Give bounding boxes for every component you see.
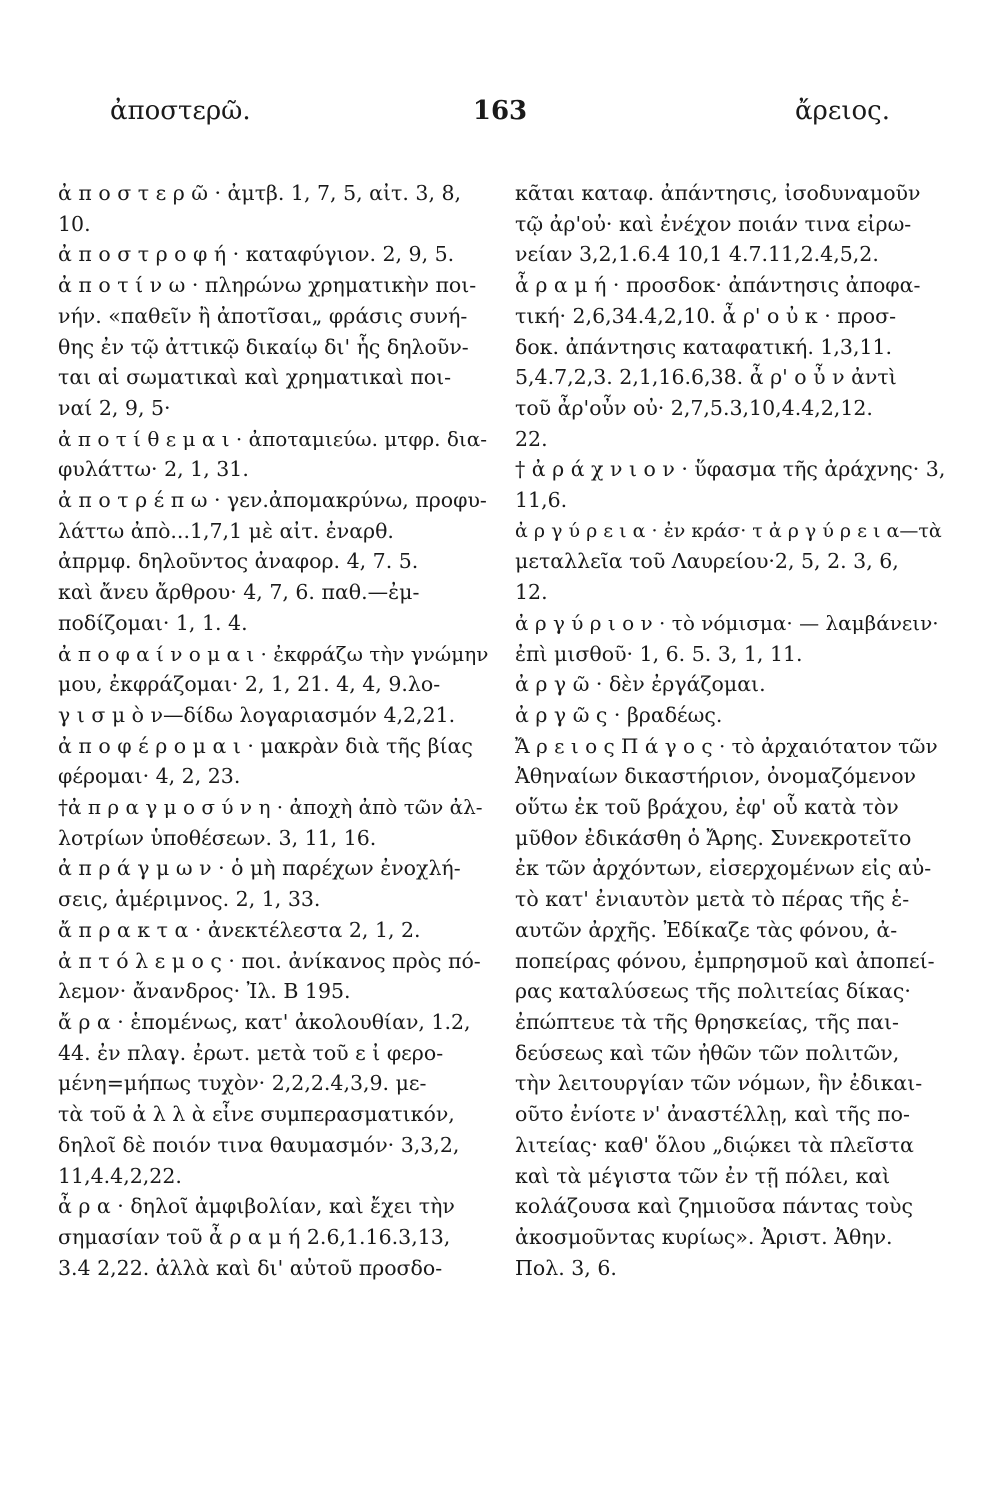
text-line: δεύσεως καὶ τῶν ἠθῶν τῶν πολιτῶν,	[515, 1040, 900, 1065]
text-line: κολάζουσα καὶ ζημιοῦσα πάντας τοὺς	[515, 1194, 913, 1219]
text-line: ἀπρμφ. δηλοῦντος ἀναφορ. 4, 7. 5.	[58, 549, 419, 574]
header-right-guideword: ἄρειος.	[795, 96, 890, 126]
text-line: Ἄ ρ ε ι ο ς Π ά γ ο ς · τὸ ἀρχαιότατον τῶν	[515, 733, 938, 758]
right-column	[515, 178, 947, 1283]
text-line: τὴν λειτουργίαν τῶν νόμων, ἣν ἐδικαι-	[515, 1071, 923, 1096]
text-line: τοῦ ἆρ'οὖν οὐ· 2,7,5.3,10,4.4,2,12.	[515, 395, 873, 420]
text-line: ἐπώπτευε τὰ τῆς θρησκείας, τῆς παι-	[515, 1009, 899, 1034]
text-line: αυτῶν ἀρχῆς. Ἐδίκαζε τὰς φόνου, ἀ-	[515, 917, 898, 942]
text-line: Πολ. 3, 6.	[515, 1255, 617, 1280]
text-line: 12.	[515, 580, 548, 605]
text-line: τὸ κατ' ἐνιαυτὸν μετὰ τὸ πέρας τῆς ἑ-	[515, 887, 910, 912]
text-line: σεις, ἀμέριμνος. 2, 1, 33.	[58, 887, 321, 912]
text-line: 11,6.	[515, 488, 568, 513]
text-line: νήν. «παθεῖν ἢ ἀποτῖσαι„ φράσις συνή-	[58, 303, 468, 328]
text-line: οὕτω ἐκ τοῦ βράχου, ἐφ' οὗ κατὰ τὸν	[515, 795, 899, 820]
text-line: ἐκ τῶν ἀρχόντων, εἰσερχομένων εἰς αὐ-	[515, 856, 932, 881]
text-line: ἀ π ο σ τ ρ ο φ ή · καταφύγιον. 2, 9, 5.	[58, 242, 455, 267]
text-line: 5,4.7,2,3. 2,1,16.6,38. ἆ ρ' ο ὖ ν ἀντὶ	[515, 365, 897, 390]
text-line: τῷ ἀρ'οὐ· καὶ ἐνέχον ποιάν τινα εἰρω-	[515, 211, 912, 236]
text-line: μου, ἐκφράζομαι· 2, 1, 21. 4, 4, 9.λο-	[58, 672, 441, 697]
text-line: ἀκοσμοῦντας κυρίως». Ἀριστ. Ἀθην.	[515, 1224, 893, 1249]
text-line: †ἀ π ρ α γ μ ο σ ύ ν η · ἀποχὴ ἀπὸ τῶν ἀλ-	[58, 795, 483, 820]
text-line: φέρομαι· 4, 2, 23.	[58, 764, 241, 789]
text-line: ποπείρας φόνου, ἐμπρησμοῦ καὶ ἀποπεί-	[515, 948, 935, 973]
page-header	[110, 96, 890, 136]
text-line: λεμον· ἄνανδρος· Ἰλ. Β 195.	[58, 979, 351, 1004]
text-line: 10.	[58, 211, 91, 236]
text-line: λάττω ἀπὸ...1,7,1 μὲ αἰτ. ἐναρθ.	[58, 518, 394, 543]
text-line: νείαν 3,2,1.6.4 10,1 4.7.11,2.4,5,2.	[515, 242, 879, 267]
text-line: ἀ π ρ ά γ μ ω ν · ὁ μὴ παρέχων ἐνοχλή-	[58, 856, 461, 881]
text-line: ποδίζομαι· 1, 1. 4.	[58, 610, 248, 635]
text-line: θης ἐν τῷ ἀττικῷ δικαίῳ δι' ἧς δηλοῦν-	[58, 334, 469, 359]
text-line: μένη=μήπως τυχὸν· 2,2,2.4,3,9. με-	[58, 1071, 427, 1096]
text-line: λοτρίων ὑποθέσεων. 3, 11, 16.	[58, 825, 377, 850]
text-line: 11,4.4,2,22.	[58, 1163, 182, 1188]
text-line: ἀ ρ γ ύ ρ ε ι α · ἐν κράσ· τ ἀ ρ γ ύ ρ ε ι α—τὰ	[515, 519, 942, 542]
text-line: ἀ π τ ό λ ε μ ο ς · ποι. ἀνίκανος πρὸς πό-	[58, 948, 481, 973]
text-line: μῦθον ἐδικάσθη ὁ Ἄρης. Συνεκροτεῖτο	[515, 825, 912, 850]
text-line: ἀ π ο φ έ ρ ο μ α ι · μακρὰν διὰ τῆς βίας	[58, 733, 473, 758]
text-line: δηλοῖ δὲ ποιόν τινα θαυμασμόν· 3,3,2,	[58, 1132, 460, 1157]
header-left-guideword: ἀποστερῶ.	[110, 96, 251, 126]
text-line: ναί 2, 9, 5·	[58, 395, 171, 420]
text-line: ἀ ρ γ ῶ ς · βραδέως.	[515, 702, 723, 727]
text-line: γ ι σ μ ὸ ν—δίδω λογαριασμόν 4,2,21.	[58, 702, 456, 727]
text-line: καὶ ἄνευ ἄρθρου· 4, 7, 6. παθ.—ἐμ-	[58, 580, 420, 605]
text-line: ἀ ρ γ ύ ρ ι ο ν · τὸ νόμισμα· — λαμβάνειν·	[515, 610, 939, 635]
text-line: 3.4 2,22. ἀλλὰ καὶ δι' αὐτοῦ προσδο-	[58, 1255, 443, 1280]
text-line: ἀ π ο τ ρ έ π ω · γεν.ἀπομακρύνω, προφυ-	[58, 488, 487, 513]
text-line: 44. ἐν πλαγ. ἐρωτ. μετὰ τοῦ ε ἰ φερο-	[58, 1040, 444, 1065]
text-line: καὶ τὰ μέγιστα τῶν ἐν τῇ πόλει, καὶ	[515, 1163, 891, 1188]
text-line: τική· 2,6,34.4,2,10. ἆ ρ' ο ὐ κ · προσ-	[515, 303, 897, 328]
text-line: 22.	[515, 426, 548, 451]
text-line: κᾶται καταφ. ἀπάντησις, ἰσοδυναμοῦν	[515, 181, 921, 205]
text-line: ἆ ρ α μ ή · προσδοκ· ἀπάντησις ἀποφα-	[515, 273, 921, 298]
text-line: ρας καταλύσεως τῆς πολιτείας δίκας·	[515, 979, 911, 1004]
text-line: ἐπὶ μισθοῦ· 1, 6. 5. 3, 1, 11.	[515, 641, 803, 666]
page-number: 163	[472, 96, 528, 126]
text-line: οῦτο ἐνίοτε ν' ἀναστέλλῃ, καὶ τῆς πο-	[515, 1102, 910, 1127]
text-line: σημασίαν τοῦ ἆ ρ α μ ή 2.6,1.16.3,13,	[58, 1224, 451, 1249]
text-line: ἄ π ρ α κ τ α · ἀνεκτέλεστα 2, 1, 2.	[58, 917, 421, 942]
text-line: Ἀθηναίων δικαστήριον, ὀνομαζόμενον	[515, 764, 917, 789]
text-line: ἀ ρ γ ῶ · δὲν ἐργάζομαι.	[515, 672, 766, 697]
text-line: ἀ π ο τ ί ν ω · πληρώνω χρηματικὴν ποι-	[58, 273, 477, 298]
text-line: δοκ. ἀπάντησις καταφατική. 1,3,11.	[515, 334, 893, 359]
text-line: φυλάττω· 2, 1, 31.	[58, 457, 249, 482]
text-line: ἆ ρ α · δηλοῖ ἀμφιβολίαν, καὶ ἔχει τὴν	[58, 1194, 455, 1219]
text-line: ἀ π ο τ ί θ ε μ α ι · ἀποταμιεύω. μτφρ. δια-	[58, 426, 487, 451]
text-line: μεταλλεῖα τοῦ Λαυρείου·2, 5, 2. 3, 6,	[515, 549, 899, 574]
text-line: ται αἱ σωματικαὶ καὶ χρηματικαὶ ποι-	[58, 365, 452, 390]
text-line: τὰ τοῦ ἀ λ λ ὰ εἶνε συμπερασματικόν,	[58, 1102, 455, 1127]
text-line: ἄ ρ α · ἑπομένως, κατ' ἀκολουθίαν, 1.2,	[58, 1009, 471, 1034]
left-column	[58, 178, 488, 1283]
text-line: ἀ π ο σ τ ε ρ ῶ · ἀμτβ. 1, 7, 5, αἰτ. 3, 8,	[58, 181, 462, 205]
text-line: λιτείας· καθ' ὅλου „διῴκει τὰ πλεῖστα	[515, 1132, 914, 1157]
text-line: ἀ π ο φ α ί ν ο μ α ι · ἐκφράζω τὴν γνώμην	[58, 641, 489, 666]
text-line: † ἀ ρ ά χ ν ι ο ν · ὕφασμα τῆς ἀράχνης· 3,	[515, 457, 946, 482]
